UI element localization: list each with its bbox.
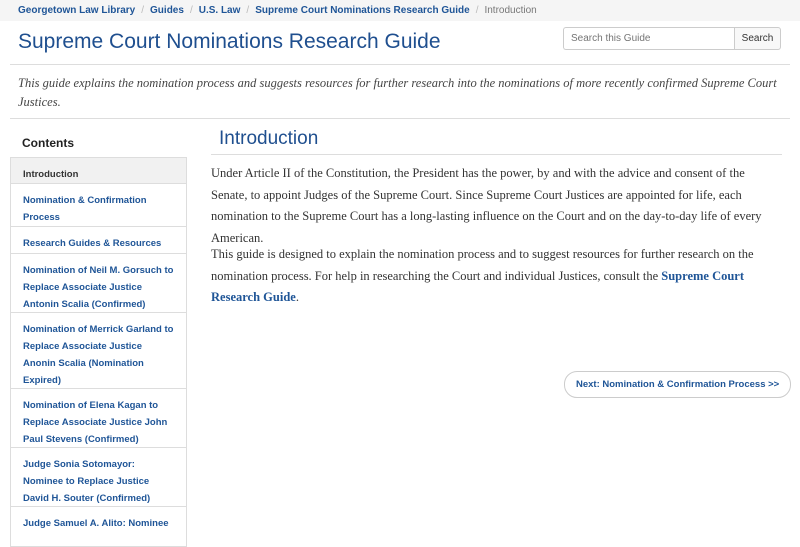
toc-item-garland[interactable]: Nomination of Merrick Garland to Replace Associate Justice Anonin Scalia (Nomination Expired): [10, 313, 187, 389]
toc-item-kagan[interactable]: Nomination of Elena Kagan to Replace Associate Justice John Paul Stevens (Confirmed): [10, 389, 187, 448]
supreme-court-research-guide-link[interactable]: Supreme Court Research Guide: [211, 268, 745, 304]
breadcrumb-separator: /: [246, 5, 250, 16]
breadcrumb-separator: /: [475, 5, 479, 16]
breadcrumb-separator: /: [141, 5, 145, 16]
intro-paragraph-2: [211, 244, 783, 309]
search-button[interactable]: Search: [734, 27, 781, 50]
breadcrumb-link-library[interactable]: Georgetown Law Library: [18, 5, 136, 16]
toc-item-gorsuch[interactable]: Nomination of Neil M. Gorsuch to Replace Associate Justice Antonin Scalia (Confirmed): [10, 254, 187, 313]
next-page-button[interactable]: Next: Nomination & Confirmation Process >>: [564, 371, 791, 398]
search-form: [563, 27, 781, 50]
section-title: Introduction: [219, 128, 319, 149]
paragraph-text: This guide is designed to explain the nomination process and to suggest resources for further research on the nomination process. For help in researching the Court and individual Justices, consult the: [211, 247, 754, 283]
contents-title: Contents: [22, 136, 74, 150]
breadcrumb: [0, 0, 800, 21]
divider: [10, 118, 790, 119]
toc-item-sotomayor[interactable]: Judge Sonia Sotomayor: Nominee to Replace Justice David H. Souter (Confirmed): [10, 448, 187, 507]
breadcrumb-link-guide[interactable]: Supreme Court Nominations Research Guide: [255, 5, 470, 16]
search-input[interactable]: [563, 27, 734, 50]
paragraph-text: .: [295, 290, 299, 304]
divider: [10, 64, 790, 65]
toc-item-research-guides[interactable]: Research Guides & Resources: [10, 227, 187, 254]
breadcrumb-current: Introduction: [484, 5, 537, 16]
divider: [211, 154, 782, 155]
toc-item-nomination-process[interactable]: Nomination & Confirmation Process: [10, 184, 187, 227]
guide-description: This guide explains the nomination process and suggests resources for further research into the nominations of more recently confirmed Supreme Court Justices.: [18, 76, 777, 109]
page-title: Supreme Court Nominations Research Guide: [18, 30, 441, 53]
breadcrumb-separator: /: [189, 5, 193, 16]
toc-item-introduction[interactable]: Introduction: [10, 157, 187, 184]
contents-nav: [10, 157, 187, 547]
breadcrumb-link-us-law[interactable]: U.S. Law: [198, 5, 241, 16]
toc-item-alito[interactable]: Judge Samuel A. Alito: Nominee: [10, 507, 187, 547]
intro-paragraph-1: Under Article II of the Constitution, the President has the power, by and with the advice and consent of the Senate, to appoint Judges of the Supreme Court. Since Supreme Court Justices are appointed for life, each nomination to the Supreme Court has a long-lasting influence on the Court and on the day-to-day life of every American.: [211, 166, 762, 245]
breadcrumb-link-guides[interactable]: Guides: [150, 5, 184, 16]
